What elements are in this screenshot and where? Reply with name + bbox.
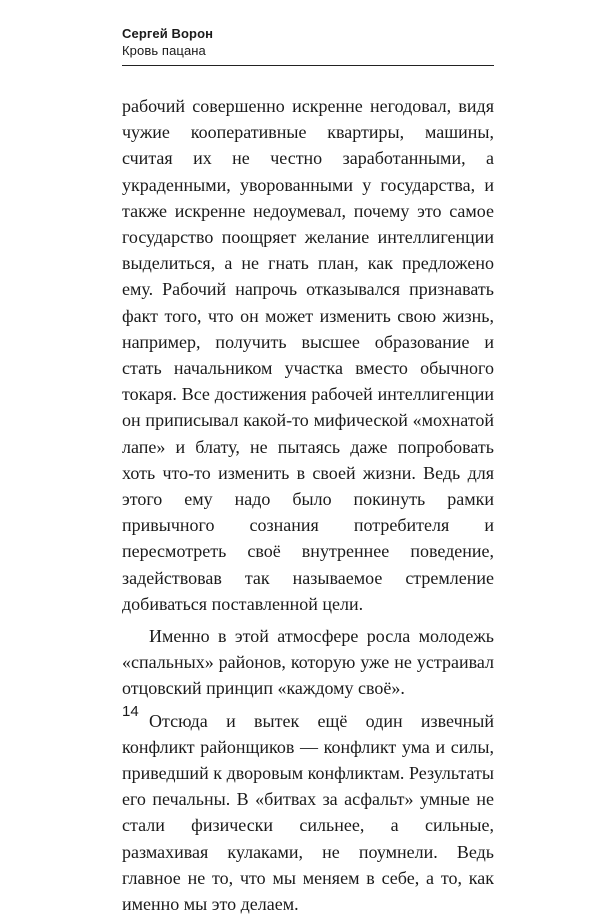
- book-title: Кровь пацана: [122, 43, 206, 58]
- running-header: [122, 25, 494, 66]
- page-number: 14: [122, 703, 139, 720]
- page-body: [122, 93, 494, 917]
- paragraph: Именно в этой атмосфере росла молодежь «спальных» районов, которую уже не устраивал отцовский принцип «каждому своё».: [122, 626, 494, 699]
- author-name: Сергей Ворон: [122, 26, 214, 41]
- paragraph-continued: рабочий совершенно искренне негодовал, видя чужие кооперативные квартиры, машины, считая их не честно заработанными, а украденными, уворованными у государства, и также искренне недоумевал, почему это самое государство поощряет желание интеллигенции выделиться, а не гнать план, как предложено ему. Рабочий напрочь отказывался признавать факт того, что он может изменить свою жизнь, например, получить высшее образование и стать начальником участка вместо обычного токаря. Все достижения рабочей интеллигенции он приписывал какой-то мифической «мохнатой лапе» и блату, не пытаясь даже попробовать хоть что-то изменить в своей жизни. Ведь для этого ему надо было покинуть рамки привычного сознания потребителя и пересмотреть своё внутреннее поведение, задействовав так называемое стремление добиваться поставленной цели.: [122, 96, 494, 614]
- header-divider: [122, 65, 494, 66]
- paragraph: Отсюда и вытек ещё один извечный конфликт районщиков — конфликт ума и силы, приведший к дворовым конфликтам. Результаты его печальны. В «битвах за асфальт» умные не стали физически сильнее, а сильные, размахивая кулаками, не поумнели. Ведь главное не то, что мы меняем в себе, а то, как именно мы это делаем.: [122, 710, 494, 915]
